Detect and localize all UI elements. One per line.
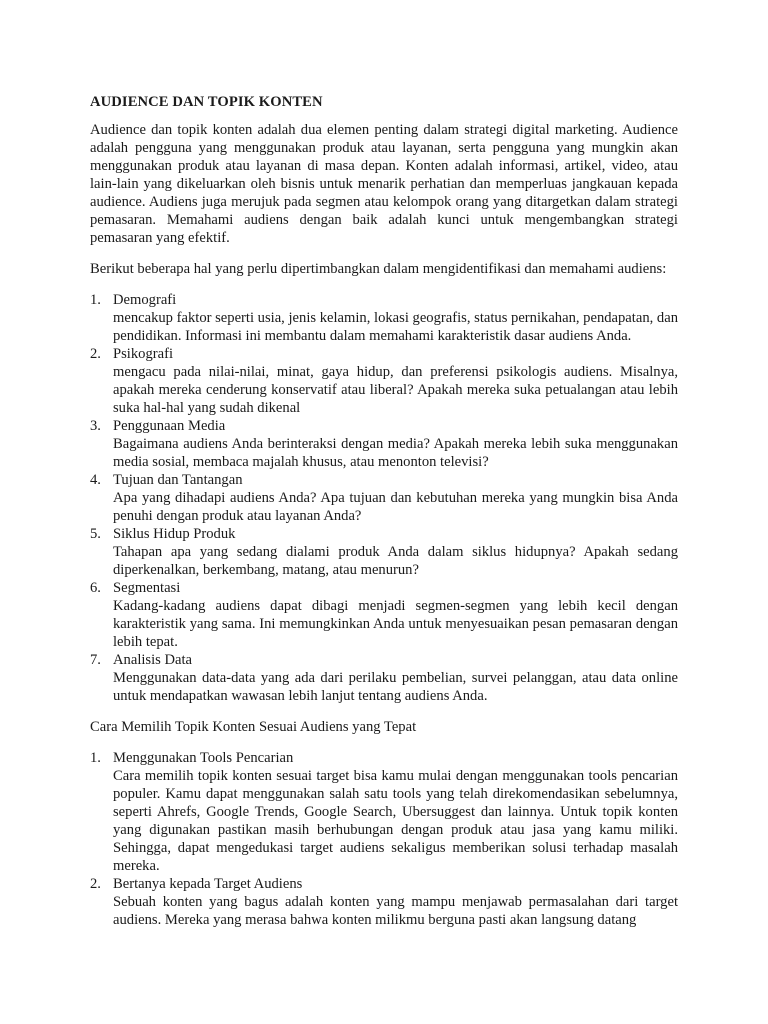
list-number: 2.: [90, 346, 101, 362]
list-item: [90, 651, 678, 705]
list-item: [90, 345, 678, 417]
list-number: 4.: [90, 472, 101, 488]
list-item-title: Bertanya kepada Target Audiens: [113, 876, 303, 892]
list-item: [90, 749, 678, 875]
list-item-title: Penggunaan Media: [113, 418, 226, 434]
list-item-description: Sebuah konten yang bagus adalah konten yang mampu menjawab permasalahan dari target audiens. Mereka yang merasa bahwa konten milikmu berguna pasti akan langsung datang: [113, 894, 678, 928]
list-item-description: Tahapan apa yang sedang dialami produk Anda dalam siklus hidupnya? Apakah sedang diperkenalkan, berkembang, matang, atau menurun?: [113, 544, 678, 578]
list-number: 2.: [90, 876, 101, 892]
list-item-description: Kadang-kadang audiens dapat dibagi menjadi segmen-segmen yang lebih kecil dengan karakteristik yang sama. Ini memungkinkan Anda untuk menyesuaikan pesan pemasaran dengan lebih tepat.: [113, 598, 678, 650]
list-item-description: Menggunakan data-data yang ada dari perilaku pembelian, survei pelanggan, atau data online untuk mendapatkan wawasan lebih lanjut tentang audiens Anda.: [113, 670, 678, 704]
list-number: 3.: [90, 418, 101, 434]
topic-methods-list: [90, 749, 678, 929]
list-item-description: Bagaimana audiens Anda berinteraksi dengan media? Apakah mereka lebih suka menggunakan media sosial, membaca majalah khusus, atau menonton televisi?: [113, 436, 678, 470]
list-item-title: Analisis Data: [113, 652, 193, 668]
list-item: [90, 579, 678, 651]
list-number: 7.: [90, 652, 101, 668]
list-number: 6.: [90, 580, 101, 596]
document-page: [90, 93, 678, 942]
list-number: 1.: [90, 292, 101, 308]
list-item-title: Tujuan dan Tantangan: [113, 472, 243, 488]
list-number: 1.: [90, 750, 101, 766]
list-item: [90, 875, 678, 929]
list-item-description: Cara memilih topik konten sesuai target bisa kamu mulai dengan menggunakan tools pencarian populer. Kamu dapat menggunakan salah satu tools yang telah direkomendasikan sebelumnya, seperti Ahrefs, Google Trends, Google Search, Ubersuggest dan lainnya. Untuk topik konten yang digunakan pastikan masih berhubungan dengan produk atau jasa yang kamu miliki. Sehingga, dapat mengedukasi target audiens sekaligus memberikan solusi terhadap masalah mereka.: [113, 768, 678, 874]
intro-paragraph: Audience dan topik konten adalah dua elemen penting dalam strategi digital marketing. Audience adalah pengguna yang menggunakan produk atau layanan, serta pengguna yang mungkin akan menggunakan produk atau layanan di masa depan. Konten adalah informasi, artikel, video, atau lain-lain yang dikeluarkan oleh bisnis untuk menarik perhatian dan memperluas jangkauan kepada audience. Audiens juga merujuk pada segmen atau kelompok orang yang ditargetkan dalam strategi pemasaran. Memahami audiens dengan baik adalah kunci untuk mengembangkan strategi pemasaran yang efektif.: [90, 122, 678, 246]
list-item: [90, 291, 678, 345]
list-item-description: mencakup faktor seperti usia, jenis kelamin, lokasi geografis, status pernikahan, pendapatan, dan pendidikan. Informasi ini membantu dalam memahami karakteristik dasar audiens Anda.: [113, 310, 678, 344]
list-item-title: Segmentasi: [113, 580, 181, 596]
list-item-description: Apa yang dihadapi audiens Anda? Apa tujuan dan kebutuhan mereka yang mungkin bisa Anda penuhi dengan produk atau layanan Anda?: [113, 490, 678, 524]
list-item: [90, 417, 678, 471]
list-item-title: Siklus Hidup Produk: [113, 526, 236, 542]
document-title: AUDIENCE DAN TOPIK KONTEN: [90, 94, 323, 110]
section-heading: Cara Memilih Topik Konten Sesuai Audiens yang Tepat: [90, 719, 417, 735]
list-number: 5.: [90, 526, 101, 542]
list-item-title: Menggunakan Tools Pencarian: [113, 750, 294, 766]
list-item: [90, 471, 678, 525]
list-intro-paragraph: Berikut beberapa hal yang perlu dipertimbangkan dalam mengidentifikasi dan memahami audiens:: [90, 261, 667, 277]
audience-factors-list: [90, 291, 678, 705]
list-item-title: Psikografi: [113, 346, 173, 362]
list-item-description: mengacu pada nilai-nilai, minat, gaya hidup, dan preferensi psikologis audiens. Misalnya, apakah mereka cenderung konservatif atau liberal? Apakah mereka suka petualangan atau lebih suka hal-hal yang sudah dikenal: [113, 364, 678, 416]
list-item-title: Demografi: [113, 292, 177, 308]
list-item: [90, 525, 678, 579]
